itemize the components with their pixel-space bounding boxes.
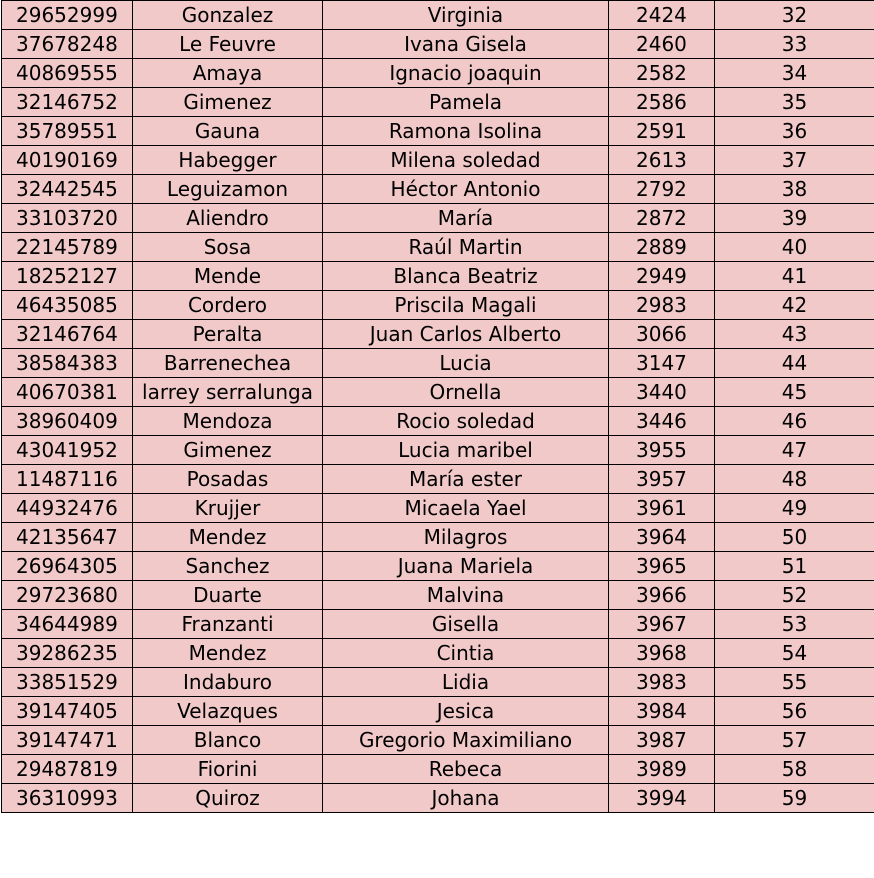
number-cell: 3984: [609, 697, 715, 726]
given-name-cell: Ivana Gisela: [323, 30, 609, 59]
table-row: [2, 175, 874, 204]
number-cell: 3966: [609, 581, 715, 610]
surname-cell: Cordero: [133, 291, 323, 320]
given-name-cell: Priscila Magali: [323, 291, 609, 320]
table-row: [2, 552, 874, 581]
dni-cell: 33103720: [2, 204, 133, 233]
order-cell: 34: [715, 59, 874, 88]
table-row: [2, 494, 874, 523]
surname-cell: Gimenez: [133, 436, 323, 465]
order-cell: 41: [715, 262, 874, 291]
surname-cell: Mendez: [133, 639, 323, 668]
given-name-cell: Juana Mariela: [323, 552, 609, 581]
number-cell: 2949: [609, 262, 715, 291]
number-cell: 3961: [609, 494, 715, 523]
given-name-cell: Lucia maribel: [323, 436, 609, 465]
surname-cell: Habegger: [133, 146, 323, 175]
order-cell: 42: [715, 291, 874, 320]
number-cell: 3066: [609, 320, 715, 349]
table-row: [2, 755, 874, 784]
table-row: [2, 30, 874, 59]
number-cell: 2983: [609, 291, 715, 320]
table-row: [2, 668, 874, 697]
table-row: [2, 291, 874, 320]
given-name-cell: Pamela: [323, 88, 609, 117]
dni-cell: 38960409: [2, 407, 133, 436]
table-row: [2, 320, 874, 349]
dni-cell: 32442545: [2, 175, 133, 204]
dni-cell: 43041952: [2, 436, 133, 465]
table-row: [2, 784, 874, 813]
given-name-cell: Ramona Isolina: [323, 117, 609, 146]
surname-cell: larrey serralunga: [133, 378, 323, 407]
dni-cell: 38584383: [2, 349, 133, 378]
order-cell: 46: [715, 407, 874, 436]
surname-cell: Velazques: [133, 697, 323, 726]
number-cell: 2872: [609, 204, 715, 233]
surname-cell: Gauna: [133, 117, 323, 146]
given-name-cell: Héctor Antonio: [323, 175, 609, 204]
number-cell: 3987: [609, 726, 715, 755]
dni-cell: 22145789: [2, 233, 133, 262]
order-cell: 33: [715, 30, 874, 59]
surname-cell: Franzanti: [133, 610, 323, 639]
number-cell: 2889: [609, 233, 715, 262]
surname-cell: Posadas: [133, 465, 323, 494]
given-name-cell: Juan Carlos Alberto: [323, 320, 609, 349]
table-row: [2, 523, 874, 552]
dni-cell: 46435085: [2, 291, 133, 320]
dni-cell: 18252127: [2, 262, 133, 291]
surname-cell: Indaburo: [133, 668, 323, 697]
order-cell: 43: [715, 320, 874, 349]
dni-cell: 29652999: [2, 1, 133, 30]
given-name-cell: María ester: [323, 465, 609, 494]
given-name-cell: Rebeca: [323, 755, 609, 784]
dni-cell: 32146764: [2, 320, 133, 349]
order-cell: 47: [715, 436, 874, 465]
surname-cell: Duarte: [133, 581, 323, 610]
given-name-cell: Ignacio joaquin: [323, 59, 609, 88]
table-row: [2, 581, 874, 610]
order-cell: 59: [715, 784, 874, 813]
number-cell: 3983: [609, 668, 715, 697]
order-cell: 57: [715, 726, 874, 755]
table-row: [2, 407, 874, 436]
number-cell: 3955: [609, 436, 715, 465]
given-name-cell: Micaela Yael: [323, 494, 609, 523]
number-cell: 3989: [609, 755, 715, 784]
given-name-cell: Cintia: [323, 639, 609, 668]
number-cell: 2582: [609, 59, 715, 88]
table-body: [2, 1, 874, 813]
dni-cell: 33851529: [2, 668, 133, 697]
dni-cell: 29723680: [2, 581, 133, 610]
given-name-cell: Lucia: [323, 349, 609, 378]
given-name-cell: Gregorio Maximiliano: [323, 726, 609, 755]
given-name-cell: Blanca Beatriz: [323, 262, 609, 291]
number-cell: 3964: [609, 523, 715, 552]
order-cell: 32: [715, 1, 874, 30]
data-table: [1, 0, 874, 813]
table-row: [2, 59, 874, 88]
table-row: [2, 697, 874, 726]
number-cell: 3957: [609, 465, 715, 494]
order-cell: 40: [715, 233, 874, 262]
surname-cell: Gonzalez: [133, 1, 323, 30]
order-cell: 53: [715, 610, 874, 639]
surname-cell: Peralta: [133, 320, 323, 349]
given-name-cell: Malvina: [323, 581, 609, 610]
table-row: [2, 117, 874, 146]
order-cell: 49: [715, 494, 874, 523]
order-cell: 51: [715, 552, 874, 581]
surname-cell: Leguizamon: [133, 175, 323, 204]
dni-cell: 44932476: [2, 494, 133, 523]
dni-cell: 26964305: [2, 552, 133, 581]
surname-cell: Sosa: [133, 233, 323, 262]
number-cell: 2424: [609, 1, 715, 30]
surname-cell: Le Feuvre: [133, 30, 323, 59]
order-cell: 39: [715, 204, 874, 233]
order-cell: 44: [715, 349, 874, 378]
table-row: [2, 436, 874, 465]
table-row: [2, 378, 874, 407]
table-row: [2, 146, 874, 175]
dni-cell: 40670381: [2, 378, 133, 407]
surname-cell: Amaya: [133, 59, 323, 88]
dni-cell: 29487819: [2, 755, 133, 784]
dni-cell: 40869555: [2, 59, 133, 88]
table-row: [2, 726, 874, 755]
order-cell: 55: [715, 668, 874, 697]
dni-cell: 40190169: [2, 146, 133, 175]
surname-cell: Krujjer: [133, 494, 323, 523]
dni-cell: 37678248: [2, 30, 133, 59]
table-row: [2, 639, 874, 668]
given-name-cell: Raúl Martin: [323, 233, 609, 262]
order-cell: 37: [715, 146, 874, 175]
dni-cell: 34644989: [2, 610, 133, 639]
given-name-cell: Milagros: [323, 523, 609, 552]
number-cell: 2792: [609, 175, 715, 204]
surname-cell: Barrenechea: [133, 349, 323, 378]
given-name-cell: Virginia: [323, 1, 609, 30]
surname-cell: Aliendro: [133, 204, 323, 233]
given-name-cell: Lidia: [323, 668, 609, 697]
order-cell: 38: [715, 175, 874, 204]
surname-cell: Mendoza: [133, 407, 323, 436]
order-cell: 56: [715, 697, 874, 726]
surname-cell: Mendez: [133, 523, 323, 552]
given-name-cell: Ornella: [323, 378, 609, 407]
number-cell: 3967: [609, 610, 715, 639]
order-cell: 58: [715, 755, 874, 784]
table-row: [2, 233, 874, 262]
table-row: [2, 465, 874, 494]
table-row: [2, 204, 874, 233]
number-cell: 3965: [609, 552, 715, 581]
table-row: [2, 88, 874, 117]
surname-cell: Fiorini: [133, 755, 323, 784]
order-cell: 36: [715, 117, 874, 146]
number-cell: 3446: [609, 407, 715, 436]
number-cell: 2613: [609, 146, 715, 175]
surname-cell: Sanchez: [133, 552, 323, 581]
order-cell: 45: [715, 378, 874, 407]
order-cell: 35: [715, 88, 874, 117]
table-row: [2, 262, 874, 291]
order-cell: 54: [715, 639, 874, 668]
number-cell: 3440: [609, 378, 715, 407]
dni-cell: 42135647: [2, 523, 133, 552]
table-row: [2, 1, 874, 30]
number-cell: 2460: [609, 30, 715, 59]
surname-cell: Mende: [133, 262, 323, 291]
order-cell: 48: [715, 465, 874, 494]
dni-cell: 36310993: [2, 784, 133, 813]
given-name-cell: Milena soledad: [323, 146, 609, 175]
dni-cell: 39147405: [2, 697, 133, 726]
surname-cell: Quiroz: [133, 784, 323, 813]
given-name-cell: Jesica: [323, 697, 609, 726]
number-cell: 2591: [609, 117, 715, 146]
number-cell: 3994: [609, 784, 715, 813]
surname-cell: Gimenez: [133, 88, 323, 117]
given-name-cell: Rocio soledad: [323, 407, 609, 436]
dni-cell: 39147471: [2, 726, 133, 755]
table-row: [2, 349, 874, 378]
dni-cell: 35789551: [2, 117, 133, 146]
dni-cell: 39286235: [2, 639, 133, 668]
number-cell: 3147: [609, 349, 715, 378]
order-cell: 52: [715, 581, 874, 610]
given-name-cell: Gisella: [323, 610, 609, 639]
given-name-cell: María: [323, 204, 609, 233]
surname-cell: Blanco: [133, 726, 323, 755]
order-cell: 50: [715, 523, 874, 552]
dni-cell: 11487116: [2, 465, 133, 494]
number-cell: 3968: [609, 639, 715, 668]
number-cell: 2586: [609, 88, 715, 117]
dni-cell: 32146752: [2, 88, 133, 117]
given-name-cell: Johana: [323, 784, 609, 813]
table-row: [2, 610, 874, 639]
